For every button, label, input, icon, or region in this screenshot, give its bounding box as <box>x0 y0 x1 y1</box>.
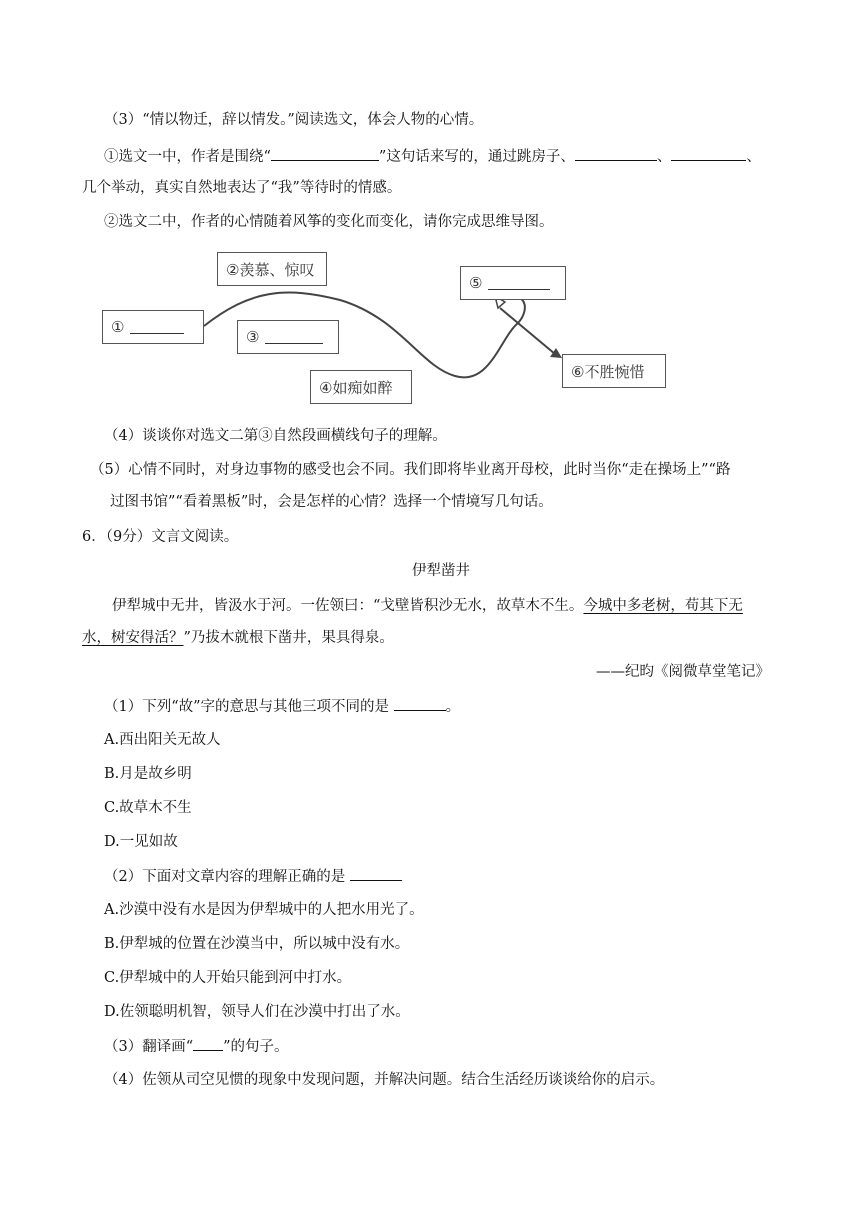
box-1-label: ① <box>111 318 125 336</box>
q6-text-plain-a: 伊犁城中无井，皆汲水于河。一佐领曰：“戈壁皆积沙无水，故草木不生。 <box>112 598 584 614</box>
q6-sub2 <box>104 866 402 887</box>
q6-text-line2 <box>82 628 394 648</box>
q6-text-underlined-a: 今城中多老树，苟其下无 <box>583 598 743 614</box>
q6-source: ——纪昀《阅微草堂笔记》 <box>596 664 770 680</box>
option: B.月是故乡明 <box>104 766 192 782</box>
q6-sub1 <box>104 696 460 717</box>
q5-part5-line2: 过图书馆”“看着黑板”时，会是怎样的心情？选择一个情境写几句话。 <box>110 494 553 510</box>
q6-title: 伊犁凿井 <box>412 563 470 579</box>
fill-blank[interactable] <box>575 146 657 161</box>
mind-map-box-4 <box>310 370 412 404</box>
box-6-label: ⑥不胜惋惜 <box>571 362 645 381</box>
mind-map-diagram <box>100 248 670 408</box>
q6-text-underlined-b: 水，树安得活？ <box>82 630 184 646</box>
option: D.佐领聪明机智，领导人们在沙漠中打出了水。 <box>104 1004 410 1020</box>
q6-sub2-text: （2）下面对文章内容的理解正确的是 <box>104 869 346 885</box>
option: B.伊犁城的位置在沙漠当中，所以城中没有水。 <box>104 936 410 952</box>
q6-text-plain-b: ”乃拔木就根下凿井，果具得泉。 <box>183 630 394 646</box>
q5-part3-item1-text-a: ①选文一中，作者是围绕“ <box>104 149 271 165</box>
q5-part5-line1: （5）心情不同时，对身边事物的感受也会不同。我们即将毕业离开母校，此时当你“走在操场上”“路 <box>90 462 731 478</box>
q6-sub1-end: 。 <box>445 699 461 715</box>
underline-mark <box>193 1036 223 1051</box>
q5-part3-item1-continued: 几个举动，真实自然地表达了“我”等待时的情感。 <box>82 180 402 196</box>
q5-part3-prompt: （3）“情以物迁，辞以情发。”阅读选文，体会人物的心情。 <box>104 112 484 128</box>
fill-blank[interactable] <box>488 277 550 290</box>
mind-map-box-1 <box>102 310 204 344</box>
q5-part3-item1-text-d: 、 <box>746 149 761 165</box>
box-5-label: ⑤ <box>469 274 483 292</box>
q5-part4: （4）谈谈你对选文二第③自然段画横线句子的理解。 <box>104 428 447 444</box>
mind-map-box-6 <box>562 354 666 388</box>
arrowhead <box>550 348 562 358</box>
option: C.伊犁城中的人开始只能到河中打水。 <box>104 970 352 986</box>
q6-sub3-text-a: （3）翻译画“ <box>104 1039 194 1055</box>
q6-sub3-text-b: ”的句子。 <box>223 1039 289 1055</box>
option: A.西出阳关无故人 <box>104 732 221 748</box>
fill-blank[interactable] <box>671 146 746 161</box>
q6-text-line1 <box>112 596 743 616</box>
q5-part3-item1-text-b: ”这句话来写的，通过跳房子、 <box>378 149 575 165</box>
option: A.沙漠中没有水是因为伊犁城中的人把水用光了。 <box>104 902 424 918</box>
fill-blank[interactable] <box>394 696 446 711</box>
box-2-label: ②羡慕、惊叹 <box>226 260 315 279</box>
option: D.一见如故 <box>104 834 178 850</box>
mind-map-box-3 <box>237 320 339 354</box>
q6-header: 6．（9分）文言文阅读。 <box>82 529 239 545</box>
mind-map-box-2 <box>217 252 327 286</box>
mind-map-box-5 <box>460 266 566 300</box>
q6-sub4: （4）佐领从司空见惯的现象中发现问题，并解决问题。结合生活经历谈谈给你的启示。 <box>104 1072 665 1088</box>
fill-blank[interactable] <box>350 866 402 881</box>
fill-blank[interactable] <box>130 321 184 334</box>
box-3-label: ③ <box>246 328 260 346</box>
q6-sub3 <box>104 1036 289 1057</box>
q5-part3-item1 <box>104 146 761 167</box>
q5-part3-item2: ②选文二中，作者的心情随着风筝的变化而变化，请你完成思维导图。 <box>104 214 554 230</box>
box-4-label: ④如痴如醉 <box>319 378 393 397</box>
fill-blank[interactable] <box>271 146 379 161</box>
q5-part3-item1-text-c: 、 <box>656 149 672 165</box>
q6-sub1-text: （1）下列“故”字的意思与其他三项不同的是 <box>104 699 390 715</box>
arrow-line <box>500 308 555 354</box>
option: C.故草木不生 <box>104 800 192 816</box>
fill-blank[interactable] <box>265 331 323 344</box>
